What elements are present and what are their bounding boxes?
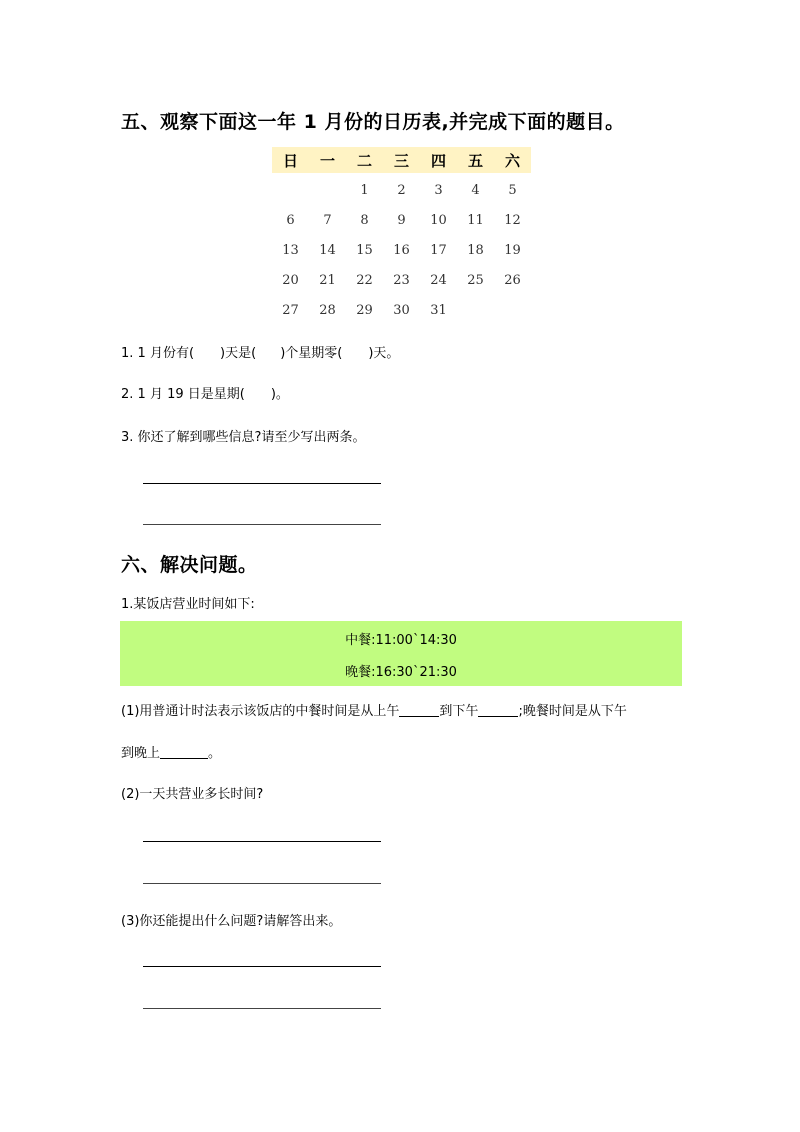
question-number: 1. <box>121 346 134 361</box>
calendar-day: 14 <box>319 242 336 258</box>
lunch-hours: 中餐:11:00`14:30 <box>345 633 457 648</box>
weekday-fri: 五 <box>457 147 494 173</box>
calendar-day <box>457 295 494 325</box>
answer-line[interactable] <box>143 883 381 884</box>
calendar-day: 30 <box>393 302 410 318</box>
calendar-day: 24 <box>430 272 447 288</box>
question-text: )。 <box>270 387 289 402</box>
opening-hours-box <box>120 621 682 686</box>
question-text: )天是( <box>220 346 257 361</box>
problem-1-intro: 1.某饭店营业时间如下: <box>121 597 255 612</box>
question-text: ;晚餐时间是从下午 <box>518 704 627 719</box>
calendar-day: 19 <box>504 242 521 258</box>
calendar-day: 31 <box>430 302 447 318</box>
section-5-heading: 五、观察下面这一年 1 月份的日历表,并完成下面的题目。 <box>121 111 625 133</box>
weekday-mon: 一 <box>309 147 346 173</box>
calendar-week-row <box>272 295 531 325</box>
question-text: )天。 <box>368 346 400 361</box>
calendar-day: 8 <box>360 212 369 228</box>
question-text: )个星期零( <box>280 346 343 361</box>
calendar-day: 20 <box>282 272 299 288</box>
calendar-day <box>272 173 309 205</box>
question-3 <box>121 426 365 445</box>
calendar-day: 28 <box>319 302 336 318</box>
calendar-day <box>309 173 346 205</box>
section-6-heading: 六、解决问题。 <box>121 554 258 576</box>
calendar-day: 11 <box>467 212 484 228</box>
calendar-week-row <box>272 205 531 235</box>
weekday-sat: 六 <box>494 147 531 173</box>
sub-question-2: (2)一天共营业多长时间? <box>121 787 264 802</box>
calendar-day: 6 <box>286 212 295 228</box>
calendar-day: 9 <box>397 212 406 228</box>
question-1 <box>121 342 399 361</box>
dinner-hours: 晚餐:16:30`21:30 <box>345 665 457 680</box>
question-text: 1 月 19 日是星期( <box>137 387 245 402</box>
calendar-day: 13 <box>282 242 299 258</box>
question-2 <box>121 383 289 402</box>
sub-question-3: (3)你还能提出什么问题?请解答出来。 <box>121 914 342 929</box>
answer-blank[interactable] <box>478 703 518 717</box>
question-text: 到晚上 <box>121 746 161 761</box>
calendar-day: 25 <box>467 272 484 288</box>
calendar-day: 18 <box>467 242 484 258</box>
calendar-day: 15 <box>356 242 373 258</box>
calendar-day: 1 <box>360 182 369 198</box>
calendar-day: 3 <box>434 182 443 198</box>
answer-blank[interactable] <box>399 703 439 717</box>
calendar-day: 26 <box>504 272 521 288</box>
question-text: 到下午 <box>439 704 479 719</box>
calendar-week-row <box>272 265 531 295</box>
weekday-wed: 三 <box>383 147 420 173</box>
question-number: 3. <box>121 430 134 445</box>
calendar-week-row <box>272 235 531 265</box>
answer-line[interactable] <box>143 483 381 484</box>
sub-question-1 <box>121 700 681 719</box>
calendar-week-row <box>272 173 531 205</box>
calendar-day: 23 <box>393 272 410 288</box>
calendar-day: 10 <box>430 212 447 228</box>
answer-line[interactable] <box>143 1008 381 1009</box>
calendar-day: 17 <box>430 242 447 258</box>
question-number: 2. <box>121 387 134 402</box>
weekday-tue: 二 <box>346 147 383 173</box>
question-text: 。 <box>208 746 222 761</box>
weekday-sun: 日 <box>272 147 309 173</box>
question-text: 1 月份有( <box>137 346 195 361</box>
calendar-day: 22 <box>356 272 373 288</box>
calendar-header-row <box>272 147 531 173</box>
sub-question-1-continued <box>121 742 221 761</box>
answer-blank[interactable] <box>160 745 208 759</box>
calendar-day: 7 <box>323 212 332 228</box>
answer-line[interactable] <box>143 841 381 842</box>
calendar-day: 12 <box>504 212 521 228</box>
question-text: (1)用普通计时法表示该饭店的中餐时间是从上午 <box>121 704 400 719</box>
calendar-day: 5 <box>508 182 517 198</box>
answer-line[interactable] <box>143 966 381 967</box>
calendar-day: 21 <box>319 272 336 288</box>
calendar-day: 4 <box>471 182 480 198</box>
calendar-day: 16 <box>393 242 410 258</box>
calendar-day: 2 <box>397 182 406 198</box>
calendar-day <box>494 295 531 325</box>
weekday-thu: 四 <box>420 147 457 173</box>
question-text: 你还了解到哪些信息?请至少写出两条。 <box>137 430 366 445</box>
calendar-table <box>272 147 531 325</box>
calendar-day: 27 <box>282 302 299 318</box>
answer-line[interactable] <box>143 524 381 525</box>
calendar-day: 29 <box>356 302 373 318</box>
